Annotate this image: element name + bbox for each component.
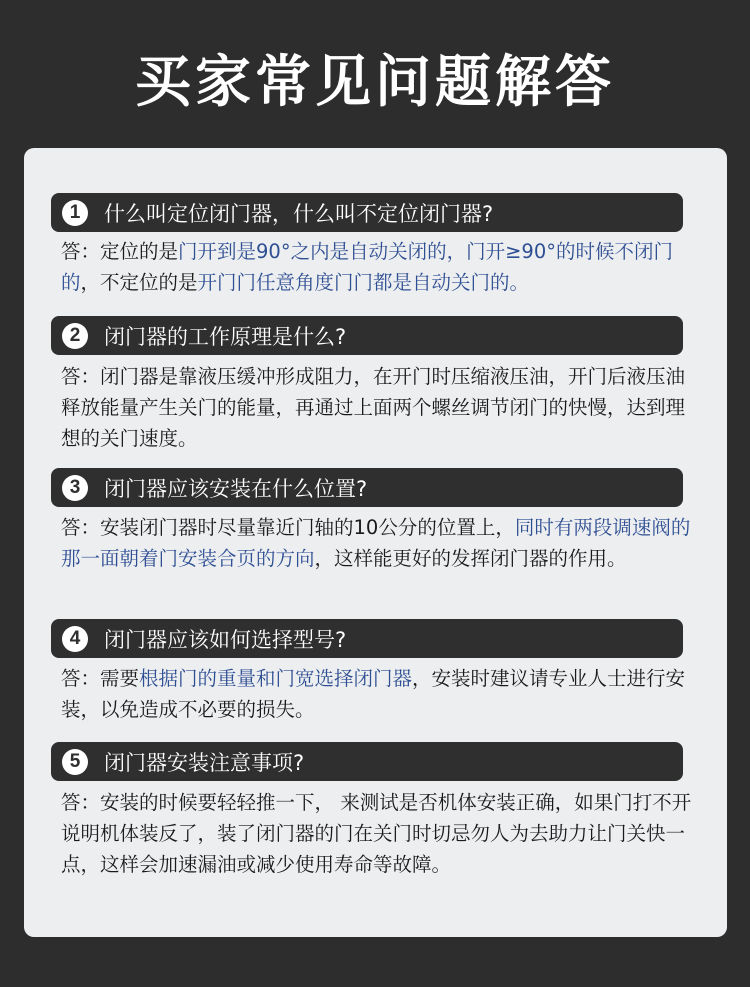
faq-question-2: [51, 316, 683, 355]
faq-question-4: [51, 619, 683, 658]
faq-answer-3: [61, 512, 701, 574]
faq-answer-2: [61, 361, 701, 454]
faq-question-5: [51, 742, 683, 781]
answer-text: 答：安装闭门器时尽量靠近门轴的10公分的位置上，: [61, 516, 515, 539]
answer-text: ，不定位的是: [80, 271, 198, 294]
answer-text: ，安装时建议请专业人士进行安装，以免造成不必要的损失。: [61, 667, 686, 721]
answer-text: 答：安装的时候要轻轻推一下， 来测试是否机体安装正确，如果门打不开说明机体装反了，装了闭门器的门在关门时切忌勿人为去助力让门关快一点，这样会加速漏油或减少使用寿命等故障。: [61, 791, 692, 876]
faq-question-3: [51, 468, 683, 507]
question-text: 闭门器安装注意事项?: [104, 750, 305, 775]
answer-highlight: 开门门任意角度门门都是自动关门的。: [197, 271, 530, 294]
answer-highlight: 根据门的重量和门宽选择闭门器: [139, 667, 413, 690]
question-number-badge: 2: [62, 323, 88, 349]
question-text: 闭门器应该安装在什么位置?: [104, 476, 368, 501]
question-text: 闭门器应该如何选择型号?: [104, 627, 347, 652]
question-number-badge: 1: [62, 200, 88, 226]
question-number-badge: 3: [62, 475, 88, 501]
page-title: 买家常见问题解答: [135, 50, 615, 115]
question-number-badge: 5: [62, 749, 88, 775]
faq-answer-1: [61, 236, 701, 298]
faq-answer-4: [61, 663, 701, 725]
faq-card: [24, 148, 727, 937]
question-text: 闭门器的工作原理是什么?: [104, 324, 347, 349]
question-text: 什么叫定位闭门器，什么叫不定位闭门器?: [104, 201, 494, 226]
answer-highlight: 同时有两段调速阀的那一面朝着门安装合页的方向: [61, 516, 691, 570]
answer-text: 答：需要: [61, 667, 140, 690]
answer-text: 答：闭门器是靠液压缓冲形成阻力，在开门时压缩液压油，开门后液压油释放能量产生关门的能量，再通过上面两个螺丝调节闭门的快慢，达到理想的关门速度。: [61, 365, 686, 450]
question-number-badge: 4: [62, 626, 88, 652]
faq-answer-5: [61, 787, 701, 880]
answer-text: 答：定位的是: [61, 240, 179, 263]
answer-highlight: 门开到是90°之内是自动关闭的，门开≥90°的时候不闭门的: [61, 240, 673, 294]
answer-text: ，这样能更好的发挥闭门器的作用。: [314, 547, 627, 570]
faq-question-1: [51, 193, 683, 232]
